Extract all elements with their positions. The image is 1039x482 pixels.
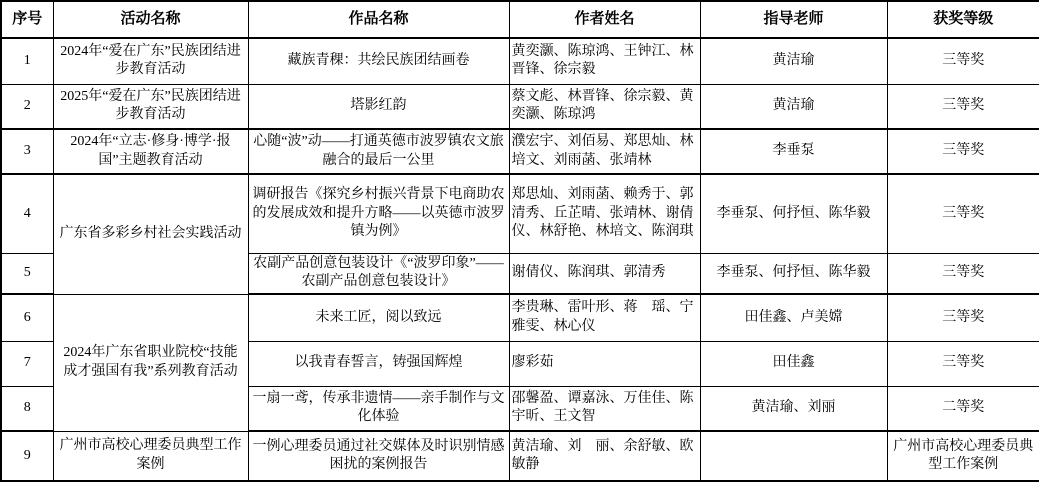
cell-teacher: 李垂泵 [700,129,887,174]
cell-activity: 广州市高校心理委员典型工作案例 [53,431,248,481]
column-header-authors: 作者姓名 [509,1,700,38]
cell-activity: 2025年“爱在广东”民族团结进步教育活动 [53,84,248,129]
cell-authors: 邵馨盈、谭嘉泳、万佳佳、陈宇昕、王文智 [509,386,700,431]
cell-no: 7 [1,341,53,386]
cell-no: 6 [1,294,53,341]
cell-teacher [700,431,887,481]
table-row [1,294,1039,341]
cell-authors: 蔡文彪、林晋锋、徐宗毅、黄奕灏、陈琼鸿 [509,84,700,129]
cell-award: 三等奖 [887,294,1039,341]
cell-teacher: 李垂泵、何抒恒、陈华毅 [700,174,887,253]
table-row [1,129,1039,174]
cell-award: 三等奖 [887,129,1039,174]
cell-no: 3 [1,129,53,174]
cell-award: 三等奖 [887,84,1039,129]
cell-teacher: 田佳鑫 [700,341,887,386]
cell-work: 心随“波”动——打通英德市波罗镇农文旅融合的最后一公里 [248,129,509,174]
cell-activity-merged: 广东省多彩乡村社会实践活动 [53,174,248,294]
table-row [1,431,1039,481]
cell-work: 藏族青稞：共绘民族团结画卷 [248,38,509,84]
cell-award: 三等奖 [887,341,1039,386]
cell-award: 广州市高校心理委员典型工作案例 [887,431,1039,481]
column-header-teacher: 指导老师 [700,1,887,38]
table-row [1,174,1039,253]
cell-authors: 李贵琳、雷叶形、蒋 瑶、宁雅雯、林心仪 [509,294,700,341]
cell-teacher: 黄洁瑜 [700,38,887,84]
cell-work: 一扇一鸢，传承非遗情——亲手制作与文化体验 [248,386,509,431]
cell-award: 三等奖 [887,38,1039,84]
column-header-activity: 活动名称 [53,1,248,38]
cell-activity: 2024年“爱在广东”民族团结进步教育活动 [53,38,248,84]
cell-teacher: 黄洁瑜、刘丽 [700,386,887,431]
cell-no: 5 [1,253,53,294]
cell-no: 1 [1,38,53,84]
cell-work: 调研报告《探究乡村振兴背景下电商助农的发展成效和提升方略——以英德市波罗镇为例》 [248,174,509,253]
cell-work: 塔影红韵 [248,84,509,129]
cell-work: 农副产品创意包装设计《“波罗印象”——农副产品创意包装设计》 [248,253,509,294]
cell-authors: 濮宏宇、刘佰易、郑思灿、林培文、刘雨菡、张靖林 [509,129,700,174]
cell-authors: 郑思灿、刘雨菡、赖秀于、郭清秀、丘芷晴、张靖林、谢倩仪、林舒艳、林培文、陈润琪 [509,174,700,253]
cell-no: 4 [1,174,53,253]
cell-work: 以我青春誓言，铸强国辉煌 [248,341,509,386]
cell-award: 三等奖 [887,174,1039,253]
column-header-work: 作品名称 [248,1,509,38]
cell-no: 2 [1,84,53,129]
cell-work: 一例心理委员通过社交媒体及时识别情感困扰的案例报告 [248,431,509,481]
cell-teacher: 黄洁瑜 [700,84,887,129]
column-header-award: 获奖等级 [887,1,1039,38]
cell-teacher: 田佳鑫、卢美嫦 [700,294,887,341]
cell-no: 8 [1,386,53,431]
cell-authors: 谢倩仪、陈润琪、郭清秀 [509,253,700,294]
column-header-no: 序号 [1,1,53,38]
cell-teacher: 李垂泵、何抒恒、陈华毅 [700,253,887,294]
header-row [1,1,1039,38]
cell-authors: 黄奕灏、陈琼鸿、王钟江、林晋锋、徐宗毅 [509,38,700,84]
cell-no: 9 [1,431,53,481]
cell-authors: 廖彩茹 [509,341,700,386]
cell-work: 未来工匠，阅以致远 [248,294,509,341]
cell-activity: 2024年“立志·修身·博学·报国”主题教育活动 [53,129,248,174]
table-row [1,38,1039,84]
cell-award: 三等奖 [887,253,1039,294]
cell-authors: 黄洁瑜、刘 丽、余舒敏、欧敏静 [509,431,700,481]
cell-award: 二等奖 [887,386,1039,431]
table-row [1,84,1039,129]
cell-activity-merged: 2024年广东省职业院校“技能成才强国有我”系列教育活动 [53,294,248,431]
